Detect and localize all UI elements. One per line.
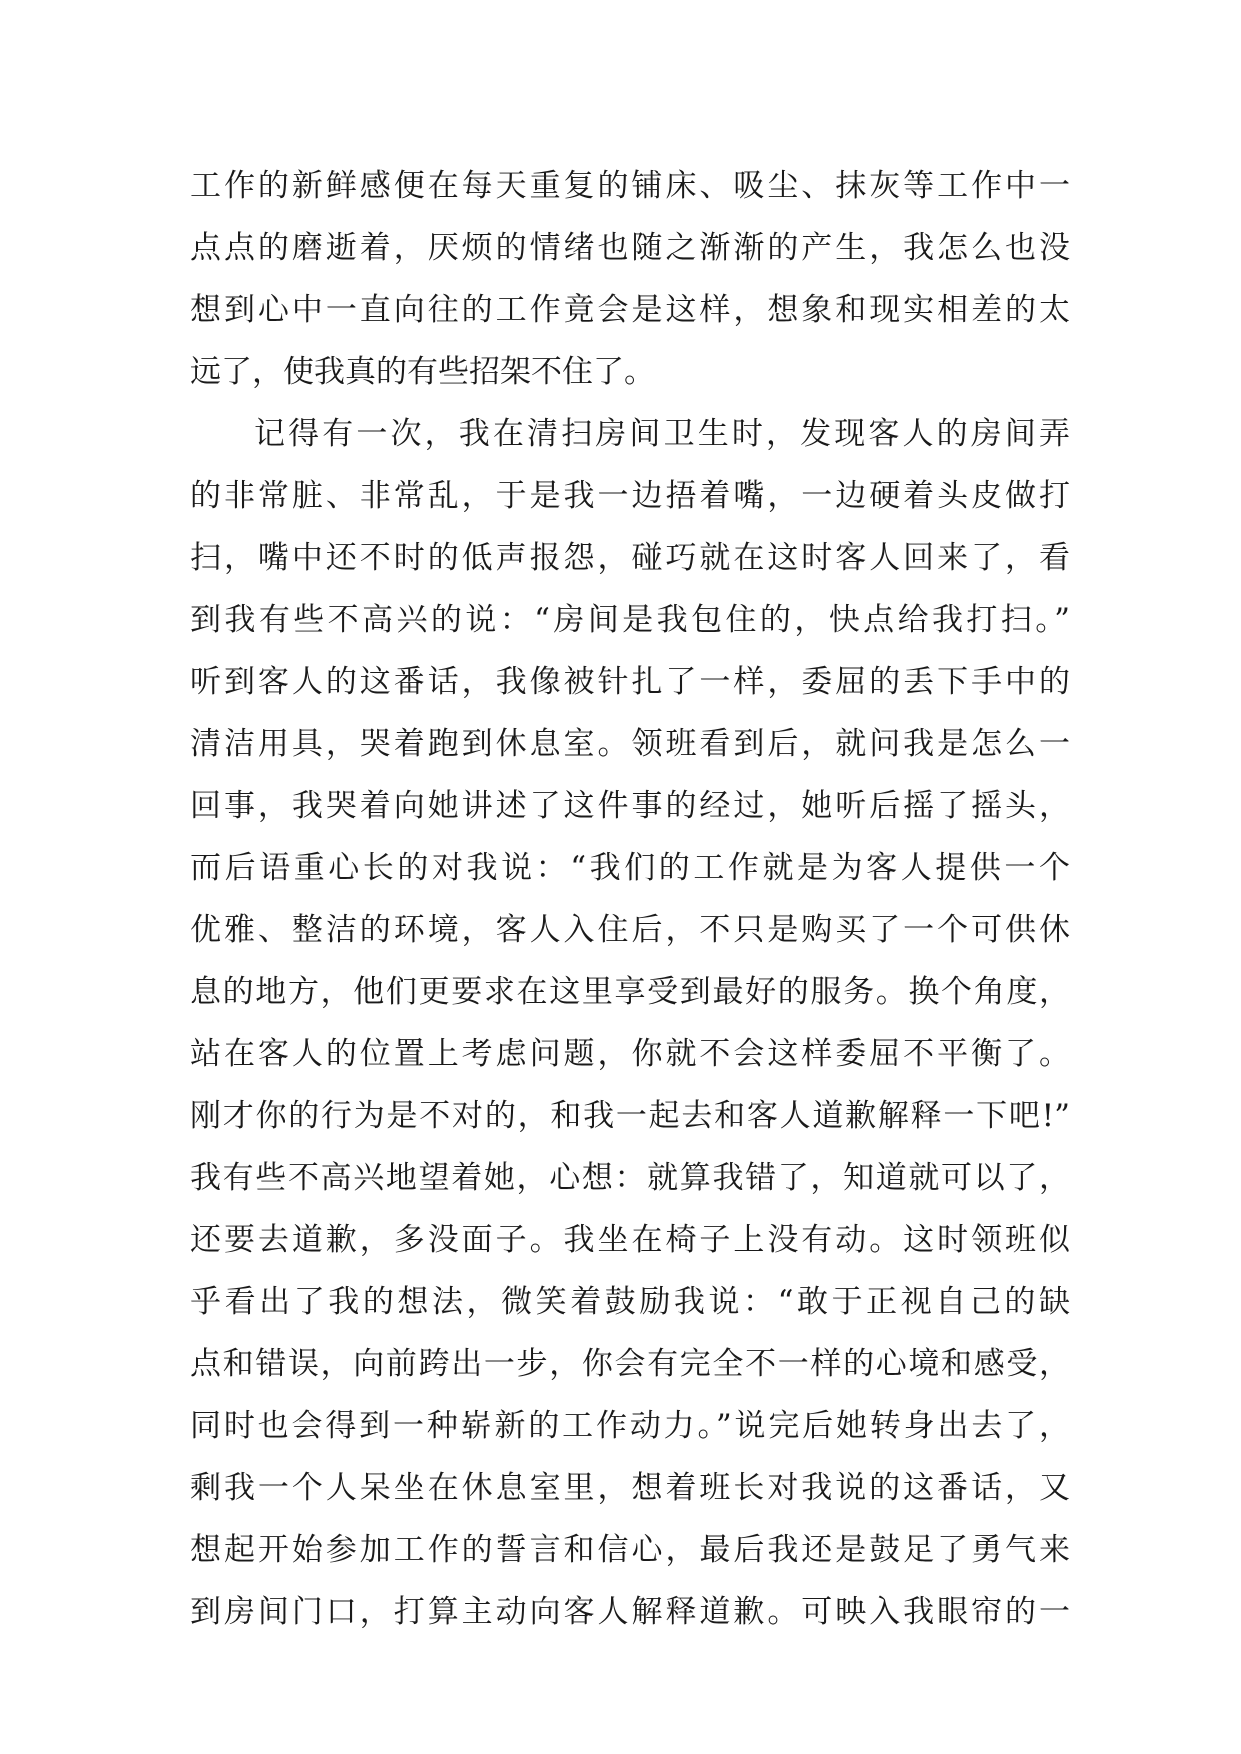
text-line: 清洁用具，哭着跑到休息室。领班看到后，就问我是怎么一 <box>190 726 1070 762</box>
paragraph <box>190 403 1070 1643</box>
text-line: 点和错误，向前跨出一步，你会有完全不一样的心境和感受， <box>190 1346 1070 1382</box>
text-line: 远了，使我真的有些招架不住了。 <box>190 354 655 390</box>
text-line: 刚才你的行为是不对的，和我一起去和客人道歉解释一下吧!” <box>190 1098 1070 1134</box>
paragraph <box>190 155 1070 403</box>
text-line: 记得有一次，我在清扫房间卫生时，发现客人的房间弄 <box>254 416 1070 452</box>
text-line: 还要去道歉，多没面子。我坐在椅子上没有动。这时领班似 <box>190 1222 1070 1258</box>
text-line: 我有些不高兴地望着她，心想：就算我错了，知道就可以了， <box>190 1160 1070 1196</box>
text-line: 乎看出了我的想法，微笑着鼓励我说：“敢于正视自己的缺 <box>190 1284 1070 1320</box>
text-line: 工作的新鲜感便在每天重复的铺床、吸尘、抹灰等工作中一 <box>190 168 1070 204</box>
text-line: 站在客人的位置上考虑问题，你就不会这样委屈不平衡了。 <box>190 1036 1070 1072</box>
text-line: 剩我一个人呆坐在休息室里，想着班长对我说的这番话，又 <box>190 1470 1070 1506</box>
text-line: 到我有些不高兴的说：“房间是我包住的，快点给我打扫。” <box>190 602 1070 638</box>
text-line: 到房间门口，打算主动向客人解释道歉。可映入我眼帘的一 <box>190 1594 1070 1630</box>
text-line: 回事，我哭着向她讲述了这件事的经过，她听后摇了摇头， <box>190 788 1070 824</box>
text-line: 扫，嘴中还不时的低声报怨，碰巧就在这时客人回来了，看 <box>190 540 1070 576</box>
text-line: 息的地方，他们更要求在这里享受到最好的服务。换个角度， <box>190 974 1070 1010</box>
text-line: 而后语重心长的对我说：“我们的工作就是为客人提供一个 <box>190 850 1070 886</box>
text-line: 点点的磨逝着，厌烦的情绪也随之渐渐的产生，我怎么也没 <box>190 230 1070 266</box>
text-line: 听到客人的这番话，我像被针扎了一样，委屈的丢下手中的 <box>190 664 1070 700</box>
text-line: 同时也会得到一种崭新的工作动力。”说完后她转身出去了， <box>190 1408 1070 1444</box>
text-line: 想到心中一直向往的工作竟会是这样，想象和现实相差的太 <box>190 292 1070 328</box>
text-line: 优雅、整洁的环境，客人入住后，不只是购买了一个可供休 <box>190 912 1070 948</box>
text-line: 的非常脏、非常乱，于是我一边捂着嘴，一边硬着头皮做打 <box>190 478 1070 514</box>
text-line: 想起开始参加工作的誓言和信心，最后我还是鼓足了勇气来 <box>190 1532 1070 1568</box>
document-body <box>190 155 1070 1643</box>
